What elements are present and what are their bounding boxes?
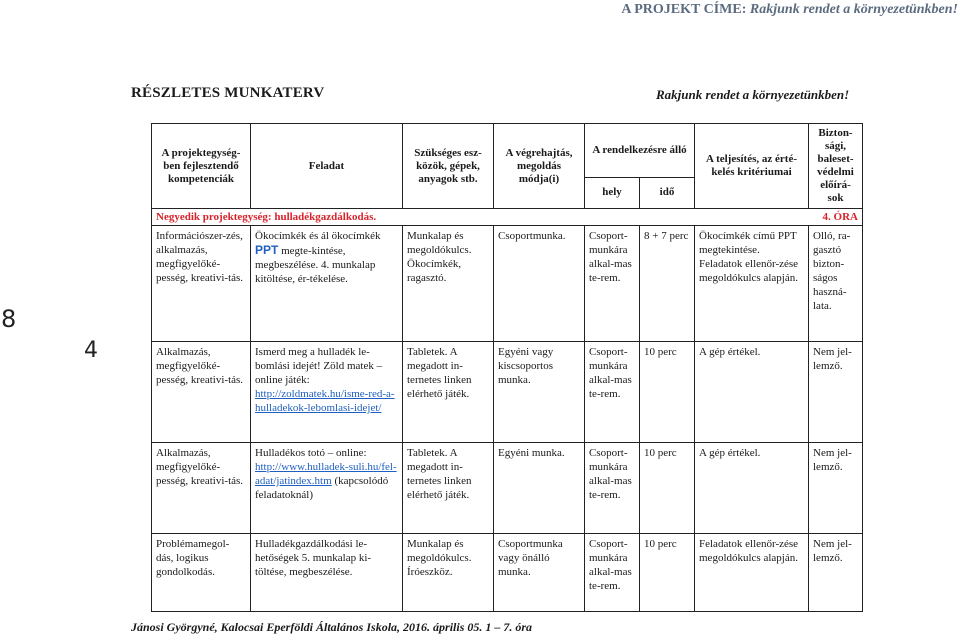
task-link[interactable]: http://zoldmatek.hu/isme-red-a-hulladekok-lebomlasi-idejet/	[255, 388, 395, 414]
cell-competency: Problémamegol-dás, logikus gondolkodás.	[152, 534, 251, 612]
cell-method: Csoportmunka vagy önálló munka.	[494, 534, 585, 612]
task-text: Ökocímkék és ál ökocímkék	[255, 230, 381, 242]
document-subtitle: Rakjunk rendet a környezetünkben!	[656, 87, 850, 102]
cell-safety: Nem jel-lemző.	[809, 342, 863, 443]
section-title: Negyedik projektegység: hulladékgazdálkodás.	[156, 211, 377, 223]
table-row	[152, 226, 863, 342]
work-plan-table	[151, 123, 863, 612]
header-evaluation: A teljesítés, az érté-kelés kritériumai	[695, 124, 809, 209]
cell-time: 10 perc	[640, 534, 695, 612]
cell-place: Csoport-munkára alkal-mas te-rem.	[585, 226, 640, 342]
section-row	[152, 209, 863, 226]
footer-author: Jánosi Györgyné, Kalocsai Eperföldi Általános Iskola, 2016. április 05. 1 – 7. óra	[131, 620, 533, 634]
cell-tools: Tabletek. A megadott in-ternetes linken elérhető játék.	[403, 443, 494, 534]
task-link[interactable]: http://www.hulladek-suli.hu/fel-adat/jatindex.htm	[255, 461, 397, 487]
table-row	[152, 342, 863, 443]
task-highlight: PPT	[255, 243, 279, 257]
task-text-post: megte-kintése, megbeszélése. 4. munkalap kitöltése, ér-tékelése.	[255, 245, 376, 285]
cell-tools: Munkalap és megoldókulcs. Ökocímkék, ragasztó.	[403, 226, 494, 342]
cell-time: 10 perc	[640, 342, 695, 443]
header-safety: Bizton-sági, baleset-védelmi előírá-sok	[809, 124, 863, 209]
project-name: Rakjunk rendet a környezetünkben!	[749, 2, 958, 17]
cell-safety: Nem jel-lemző.	[809, 443, 863, 534]
table-body	[152, 209, 863, 612]
cell-competency: Alkalmazás, megfigyelőké-pesség, kreativi-tás.	[152, 443, 251, 534]
header-competency: A projektegység-ben fejlesztendő kompetenciák	[152, 124, 251, 209]
header-bar	[0, 0, 960, 22]
header-task: Feladat	[251, 124, 403, 209]
project-title	[621, 2, 958, 18]
cell-task	[251, 342, 403, 443]
cell-task	[251, 534, 403, 612]
cell-time: 8 + 7 perc	[640, 226, 695, 342]
header-row	[152, 124, 863, 178]
cell-tools: Munkalap és megoldókulcs. Íróeszköz.	[403, 534, 494, 612]
table-row	[152, 534, 863, 612]
header-time: idő	[640, 177, 695, 208]
header-available: A rendelkezésre álló	[585, 124, 695, 178]
header-method: A végrehajtás, megoldás módja(i)	[494, 124, 585, 209]
section-hour: 4. ÓRA	[822, 211, 858, 223]
cell-tools: Tabletek. A megadott in-ternetes linken elérhető játék.	[403, 342, 494, 443]
cell-method: Egyéni munka.	[494, 443, 585, 534]
cell-evaluation: A gép értékel.	[695, 443, 809, 534]
project-label: A PROJEKT CÍME:	[621, 2, 747, 17]
task-text: Hulladékgazdálkodási le-hetőségek 5. munkalap ki-töltése, megbeszélése.	[255, 538, 372, 578]
cell-method: Egyéni vagy kiscsoportos munka.	[494, 342, 585, 443]
cell-competency: Alkalmazás, megfigyelőké-pesség, kreativi-tás.	[152, 342, 251, 443]
cell-time: 10 perc	[640, 443, 695, 534]
table-row	[152, 443, 863, 534]
side-number-1: 8	[1, 305, 17, 333]
cell-evaluation: Feladatok ellenőr-zése megoldókulcs alapján.	[695, 534, 809, 612]
cell-evaluation: Ökocímkék című PPT megtekintése. Feladatok ellenőr-zése megoldókulcs alapján.	[695, 226, 809, 342]
cell-place: Csoport-munkára alkal-mas te-rem.	[585, 443, 640, 534]
cell-evaluation: A gép értékel.	[695, 342, 809, 443]
cell-place: Csoport-munkára alkal-mas te-rem.	[585, 534, 640, 612]
cell-safety: Nem jel-lemző.	[809, 534, 863, 612]
side-number-2: 4	[84, 338, 98, 363]
document-heading: RÉSZLETES MUNKATERV	[131, 85, 325, 101]
task-text: Ismerd meg a hulladék le-bomlási idejét! Zöld matek – online játék:	[255, 346, 383, 386]
task-text-after: (kapcsolódó feladatoknál)	[255, 475, 389, 501]
cell-task	[251, 443, 403, 534]
header-tools: Szükséges esz-közök, gépek, anyagok stb.	[403, 124, 494, 209]
cell-method: Csoportmunka.	[494, 226, 585, 342]
cell-place: Csoport-munkára alkal-mas te-rem.	[585, 342, 640, 443]
cell-competency: Információszer-zés, alkalmazás, megfigyelőké-pesség, kreativi-tás.	[152, 226, 251, 342]
task-text: Hulladékos totó – online:	[255, 447, 367, 459]
cell-safety: Olló, ra-gasztó bizton-ságos haszná-lata.	[809, 226, 863, 342]
header-place: hely	[585, 177, 640, 208]
cell-task	[251, 226, 403, 342]
